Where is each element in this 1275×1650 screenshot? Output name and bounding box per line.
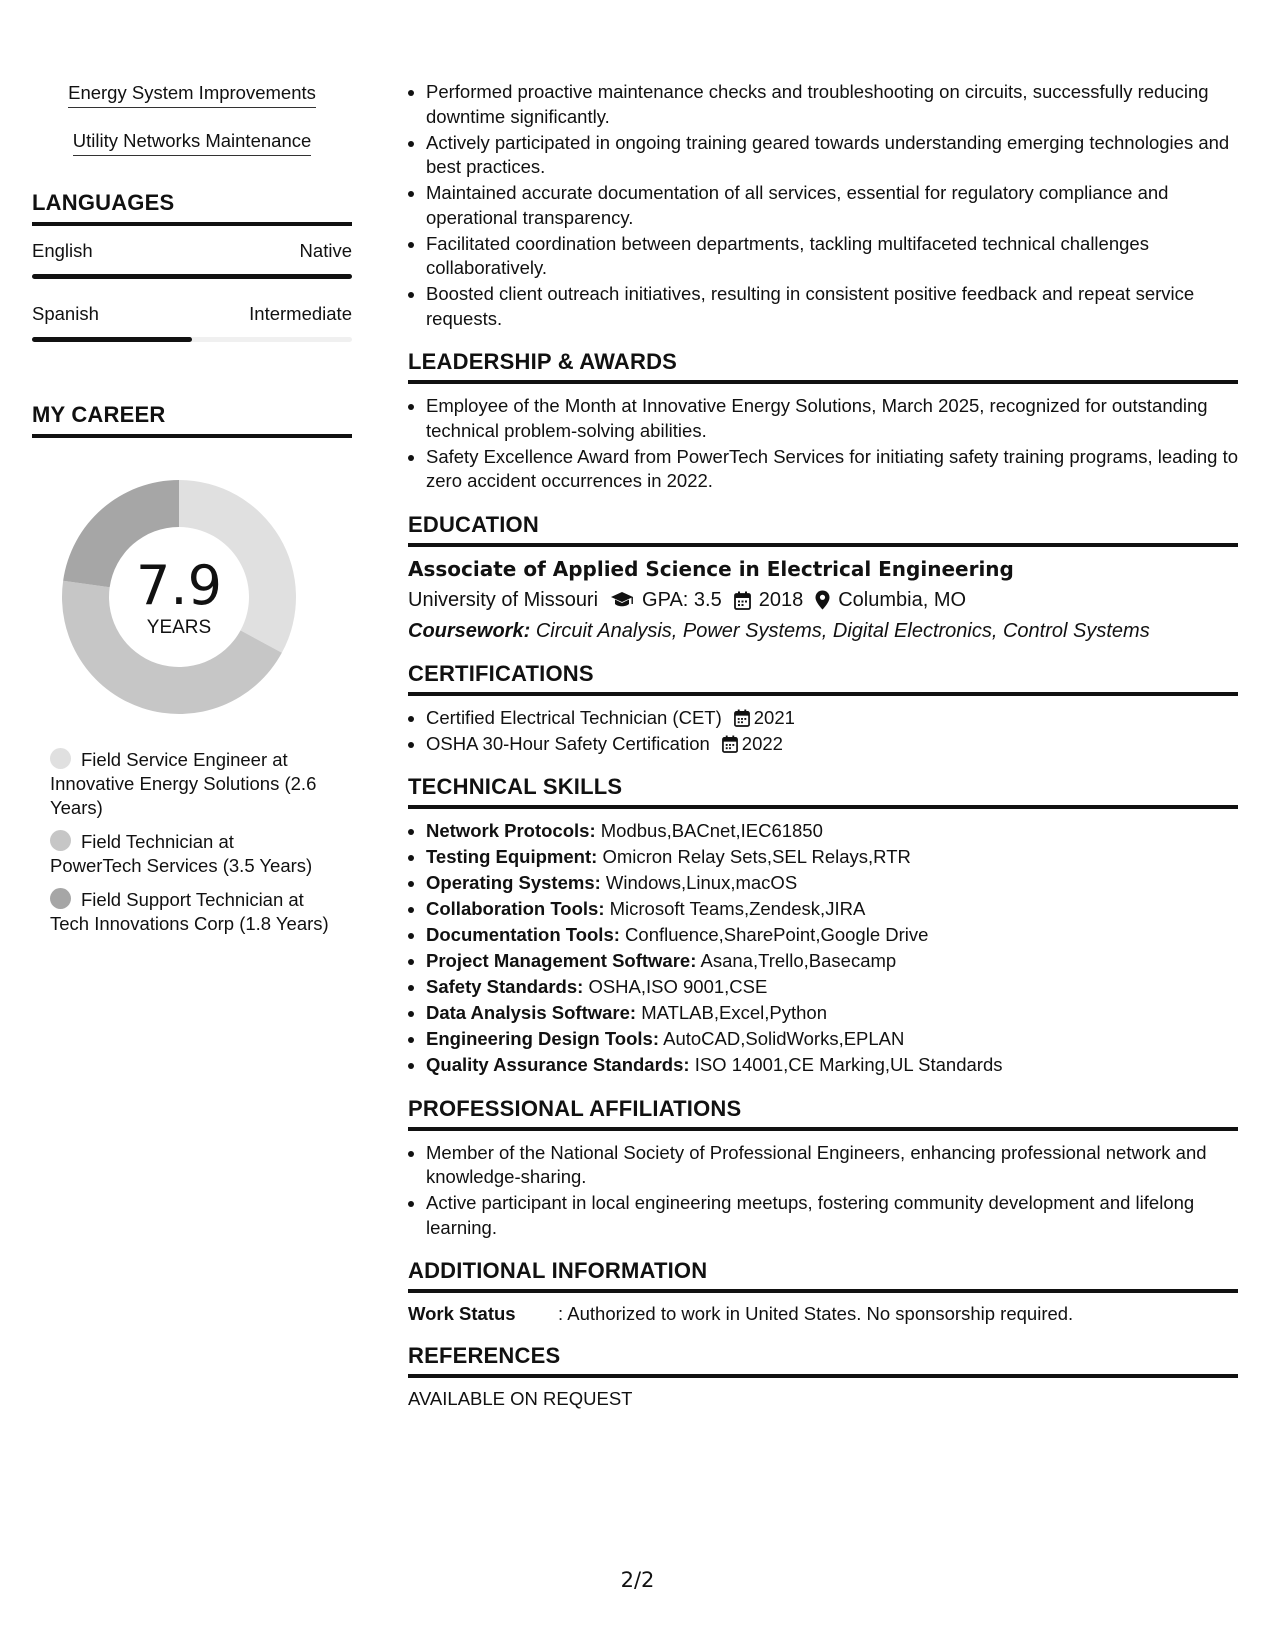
language-level: Native	[299, 240, 352, 261]
leadership-list	[408, 394, 1238, 494]
legend-swatch	[50, 748, 71, 769]
affiliations-heading: PROFESSIONAL AFFILIATIONS	[408, 1096, 1238, 1131]
legend-label: Field Support Technician at Tech Innovations Corp (1.8 Years)	[50, 889, 329, 934]
career-legend-item	[50, 830, 330, 878]
skill-category: Operating Systems:	[426, 872, 601, 893]
language-entry	[32, 240, 352, 279]
experience-bullet: • Actively participated in ongoing training geared towards understanding emerging technologies and best practices.	[426, 131, 1238, 180]
graduation-cap-icon	[610, 591, 634, 609]
skill-values: Modbus,BACnet,IEC61850	[600, 820, 823, 841]
certifications-heading: CERTIFICATIONS	[408, 661, 1238, 696]
additional-info-heading: ADDITIONAL INFORMATION	[408, 1258, 1238, 1293]
experience-bullet: • Facilitated coordination between departments, tackling multifaceted technical challenges collaboratively.	[426, 232, 1238, 281]
interest-label: Energy System Improvements	[68, 82, 316, 108]
language-proficiency-fill	[32, 274, 352, 279]
skill-category: Testing Equipment:	[426, 846, 598, 867]
legend-label: Field Technician at PowerTech Services (3.5 Years)	[50, 831, 313, 876]
skill-category: Collaboration Tools:	[426, 898, 605, 919]
experience-bullet: • Performed proactive maintenance checks and troubleshooting on circuits, successfully reducing downtime significantly.	[426, 80, 1238, 129]
experience-bullet: • Maintained accurate documentation of all services, essential for regulatory compliance and operational transparency.	[426, 181, 1238, 230]
coursework-text: Circuit Analysis, Power Systems, Digital Electronics, Control Systems	[535, 619, 1150, 642]
education-year: 2018	[758, 588, 804, 611]
left-column	[32, 82, 352, 946]
legend-swatch	[50, 830, 71, 851]
education-location: Columbia, MO	[838, 588, 967, 611]
calendar-icon	[734, 591, 751, 610]
interest-item	[32, 82, 352, 108]
legend-swatch	[50, 888, 71, 909]
leadership-heading: LEADERSHIP & AWARDS	[408, 349, 1238, 384]
career-years-unit: YEARS	[146, 617, 212, 638]
leadership-item: • Safety Excellence Award from PowerTech Services for initiating safety training programs, leading to zero accident occurrences in 2022.	[426, 445, 1238, 494]
affiliations-list	[408, 1141, 1238, 1241]
skill-category: Engineering Design Tools:	[426, 1028, 659, 1049]
references-heading: REFERENCES	[408, 1343, 1238, 1378]
career-legend	[50, 748, 330, 936]
language-name: English	[32, 240, 93, 261]
skill-values: Windows,Linux,macOS	[605, 872, 798, 893]
certification-name: • OSHA 30-Hour Safety Certification	[426, 732, 710, 754]
skill-values: MATLAB,Excel,Python	[641, 1002, 827, 1023]
skill-values: Asana,Trello,Basecamp	[700, 950, 897, 971]
skill-category: Documentation Tools:	[426, 924, 620, 945]
certifications-list	[408, 706, 1238, 757]
affiliation-item: • Active participant in local engineering meetups, fostering community development and lifelong learning.	[426, 1191, 1238, 1240]
work-status-row	[408, 1303, 1238, 1325]
certification-year: 2021	[753, 706, 795, 728]
skill-item	[426, 1027, 1238, 1052]
skill-item	[426, 949, 1238, 974]
career-heading: MY CAREER	[32, 402, 352, 438]
skill-item	[426, 1053, 1238, 1078]
affiliation-item: • Member of the National Society of Professional Engineers, enhancing professional network and knowledge-sharing.	[426, 1141, 1238, 1190]
location-pin-icon	[815, 590, 830, 610]
skill-values: Omicron Relay Sets,SEL Relays,RTR	[602, 846, 911, 867]
skill-category: Project Management Software:	[426, 950, 697, 971]
skill-category: Network Protocols:	[426, 820, 596, 841]
skill-item	[426, 1001, 1238, 1026]
leadership-item: • Employee of the Month at Innovative Energy Solutions, March 2025, recognized for outstanding technical problem-solving abilities.	[426, 394, 1238, 443]
education-details	[408, 589, 1238, 612]
right-column	[408, 80, 1238, 1410]
calendar-icon	[722, 735, 738, 753]
skill-category: Safety Standards:	[426, 976, 584, 997]
skill-item	[426, 845, 1238, 870]
skill-values: AutoCAD,SolidWorks,EPLAN	[663, 1028, 905, 1049]
references-text: AVAILABLE ON REQUEST	[408, 1388, 633, 1409]
education-gpa: GPA: 3.5	[642, 588, 722, 611]
interest-label: Utility Networks Maintenance	[73, 130, 312, 156]
experience-bullet: • Boosted client outreach initiatives, resulting in consistent positive feedback and repeat service requests.	[426, 282, 1238, 331]
skill-item	[426, 871, 1238, 896]
skills-heading: TECHNICAL SKILLS	[408, 774, 1238, 809]
language-proficiency-bar	[32, 337, 352, 342]
skill-item	[426, 897, 1238, 922]
interest-item	[32, 130, 352, 156]
career-total-years: 7.9	[136, 554, 222, 617]
interests-list	[32, 82, 352, 156]
career-legend-item	[50, 748, 330, 820]
skill-item	[426, 819, 1238, 844]
skill-values: OSHA,ISO 9001,CSE	[588, 976, 768, 997]
skills-list	[408, 819, 1238, 1078]
education-coursework	[408, 620, 1238, 643]
language-level: Intermediate	[249, 303, 352, 324]
education-heading: EDUCATION	[408, 512, 1238, 547]
career-legend-item	[50, 888, 330, 936]
skill-values: Microsoft Teams,Zendesk,JIRA	[609, 898, 866, 919]
certification-item	[426, 706, 1238, 731]
coursework-label: Coursework:	[408, 619, 531, 642]
skill-item	[426, 975, 1238, 1000]
skill-category: Quality Assurance Standards:	[426, 1054, 690, 1075]
career-donut-chart	[54, 472, 304, 722]
language-proficiency-fill	[32, 337, 192, 342]
certification-name: • Certified Electrical Technician (CET)	[426, 706, 722, 728]
education-degree: Associate of Applied Science in Electrical Engineering	[408, 556, 1014, 581]
education-school: University of Missouri	[408, 588, 599, 611]
skill-item	[426, 923, 1238, 948]
language-name: Spanish	[32, 303, 99, 324]
calendar-icon	[734, 709, 750, 727]
skill-values: ISO 14001,CE Marking,UL Standards	[694, 1054, 1003, 1075]
skill-category: Data Analysis Software:	[426, 1002, 637, 1023]
page-number: 2/2	[620, 1568, 655, 1592]
skill-values: Confluence,SharePoint,Google Drive	[625, 924, 929, 945]
legend-label: Field Service Engineer at Innovative Energy Solutions (2.6 Years)	[50, 749, 317, 818]
certification-year: 2022	[741, 732, 783, 754]
language-proficiency-bar	[32, 274, 352, 279]
certification-item	[426, 732, 1238, 757]
work-status-label: Work Status	[408, 1303, 516, 1324]
work-status-value: : Authorized to work in United States. No sponsorship required.	[558, 1303, 1074, 1324]
language-entry	[32, 303, 352, 342]
languages-heading: LANGUAGES	[32, 190, 352, 226]
experience-bullets	[408, 80, 1238, 331]
